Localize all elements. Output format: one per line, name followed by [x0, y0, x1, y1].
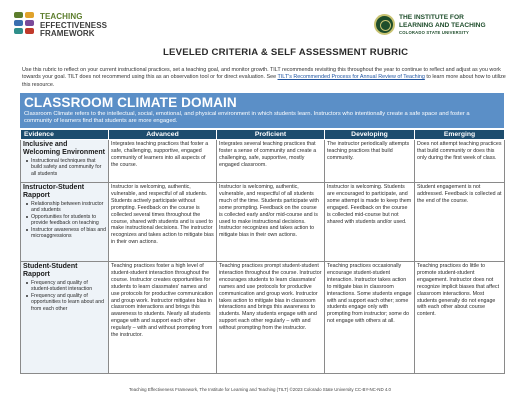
domain-title: CLASSROOM CLIMATE DOMAIN: [24, 95, 237, 110]
annual-review-link[interactable]: TILT's Recommended Process for Annual Review of Teaching: [277, 74, 425, 81]
intro-paragraph: [22, 67, 506, 89]
header-developing: Developing: [325, 130, 415, 140]
header-emerging: Emerging: [415, 130, 505, 140]
criterion-bullets: [23, 158, 106, 177]
criterion-bullets: [23, 280, 106, 312]
page-header: [0, 0, 520, 64]
criterion-title: Inclusive and Welcoming Environment: [23, 141, 105, 156]
header-evidence: Evidence: [21, 130, 109, 140]
emerging-cell: Does not attempt teaching practices that build community or does this only during the first week of class.: [415, 140, 505, 183]
developing-cell: Teaching practices occasionally encourage student-student interaction. Instructor takes action to mitigate bias in classroom interactions. Some students engage with and support each other; some students engage only with prompting from instructor; some do not engage with others at all.: [325, 262, 415, 374]
proficient-cell: Teaching practices prompt student-student interaction throughout the course. Instructor encourages students to learn classmates' names and use protocols for productive communication and group work. Instructor takes action to mitigate bias in classroom interactions and brings this awareness to students. Many students engage with and support each other regularly – with and without prompting from the instructor.: [217, 262, 325, 374]
tef-logo-text: [40, 13, 107, 39]
tef-logo-icon: [14, 12, 36, 36]
tilt-line-2: LEARNING AND TEACHING: [399, 21, 486, 29]
criterion-bullet: Opportunities for students to provide feedback on teaching: [23, 214, 106, 227]
tef-line-3: FRAMEWORK: [40, 29, 95, 39]
advanced-cell: Integrates teaching practices that foster a safe, challenging, supportive, engaged community of learners into all aspects of the course.: [109, 140, 217, 183]
advanced-cell: Teaching practices foster a high level of student-student interaction throughout the course. Instructor creates opportunities for students to learn classmates' names and use protocols for productive communication and group work. Instructor mitigates bias in classroom interactions and brings this awareness to students. Nearly all students engage with and support each other regularly – with and without prompting from the instructor.: [109, 262, 217, 374]
tilt-logo-text: [399, 14, 486, 37]
developing-cell: The instructor periodically attempts teaching practices that build community.: [325, 140, 415, 183]
table-row: [21, 140, 505, 183]
proficient-cell: Integrates several teaching practices that foster a sense of community and create a challenging, safe, supportive, mostly engaged classroom.: [217, 140, 325, 183]
page-footer: Teaching Effectiveness Framework, The Institute for Learning and Teaching (TILT) ©2023 Colorado State University CC-BY-NC-ND 4.0: [129, 387, 391, 392]
criterion-cell: [21, 183, 109, 262]
emerging-cell: Student engagement is not addressed. Feedback is collected at the end of the course.: [415, 183, 505, 262]
header-proficient: Proficient: [217, 130, 325, 140]
header-advanced: Advanced: [109, 130, 217, 140]
table-row: [21, 183, 505, 262]
domain-banner: [20, 93, 504, 128]
proficient-cell: Instructor is welcoming, authentic, vulnerable, and respectful of all students much of the time. Students participate with some prompting. Feedback on the course is collected early and/or mid-course and is used to make instructional decisions. Instructor recognizes and takes action to mitigate bias in their own actions.: [217, 183, 325, 262]
criterion-bullet: Relationship between instructor and students: [23, 201, 106, 214]
tef-line-1: TEACHING: [40, 12, 83, 21]
tilt-line-3: COLORADO STATE UNIVERSITY: [399, 30, 469, 36]
criterion-bullets: [23, 201, 106, 239]
criterion-bullet: Frequency and quality of student-student interaction: [23, 280, 106, 293]
tilt-line-1: THE INSTITUTE FOR: [399, 14, 464, 21]
intro-text: Use this rubric to reflect on your current instructional practices, set a teaching goal, and monitor growth. TILT recommends revisiting this throughout the year to continue to reflect and adjust as you work towards your goal. TILT does not recommend using this as an observation tool or for direct evaluation. See: [22, 67, 501, 81]
table-header-row: [21, 130, 505, 140]
criterion-bullet: Instructional techniques that build safety and community for all students: [23, 158, 106, 177]
intro-tail: to learn more about how to utilize this resource.: [22, 74, 506, 88]
developing-cell: Instructor is welcoming. Students are encouraged to participate, and some attempt is made to keep them engaged. Feedback on the course is collected mid-course but not shared with students and/or used.: [325, 183, 415, 262]
table-row: [21, 262, 505, 374]
criterion-cell: [21, 262, 109, 374]
csu-seal-icon: [374, 14, 395, 35]
advanced-cell: Instructor is welcoming, authentic, vulnerable, and respectful of all students. Students actively participate without prompting. Feedback on the course is collected several times throughout the course, shared with students and is used to make instructional decisions. The instructor recognizes and takes action to mitigate bias in their own actions.: [109, 183, 217, 262]
domain-description: Classroom Climate refers to the intellectual, social, emotional, and physical environment in which students learn. Instructors who intentionally create a safe space and foster a community of learners find that students are more engaged.: [24, 111, 470, 125]
criterion-cell: [21, 140, 109, 183]
criterion-title: Student-Student Rapport: [23, 263, 78, 278]
emerging-cell: Teaching practices do little to promote student-student engagement. Instructor does not recognize implicit biases that affect classroom interactions. Most students generally do not engage with each other about course content.: [415, 262, 505, 374]
tef-line-2: EFFECTIVENESS: [40, 20, 108, 30]
criterion-bullet: Instructor awareness of bias and microaggressions: [23, 227, 106, 240]
criterion-bullet: Frequency and quality of opportunities to learn about and from each other: [23, 293, 106, 312]
rubric-table: [20, 129, 505, 374]
page-title: LEVELED CRITERIA & SELF ASSESSMENT RUBRIC: [163, 47, 409, 58]
criterion-title: Instructor-Student Rapport: [23, 184, 85, 199]
